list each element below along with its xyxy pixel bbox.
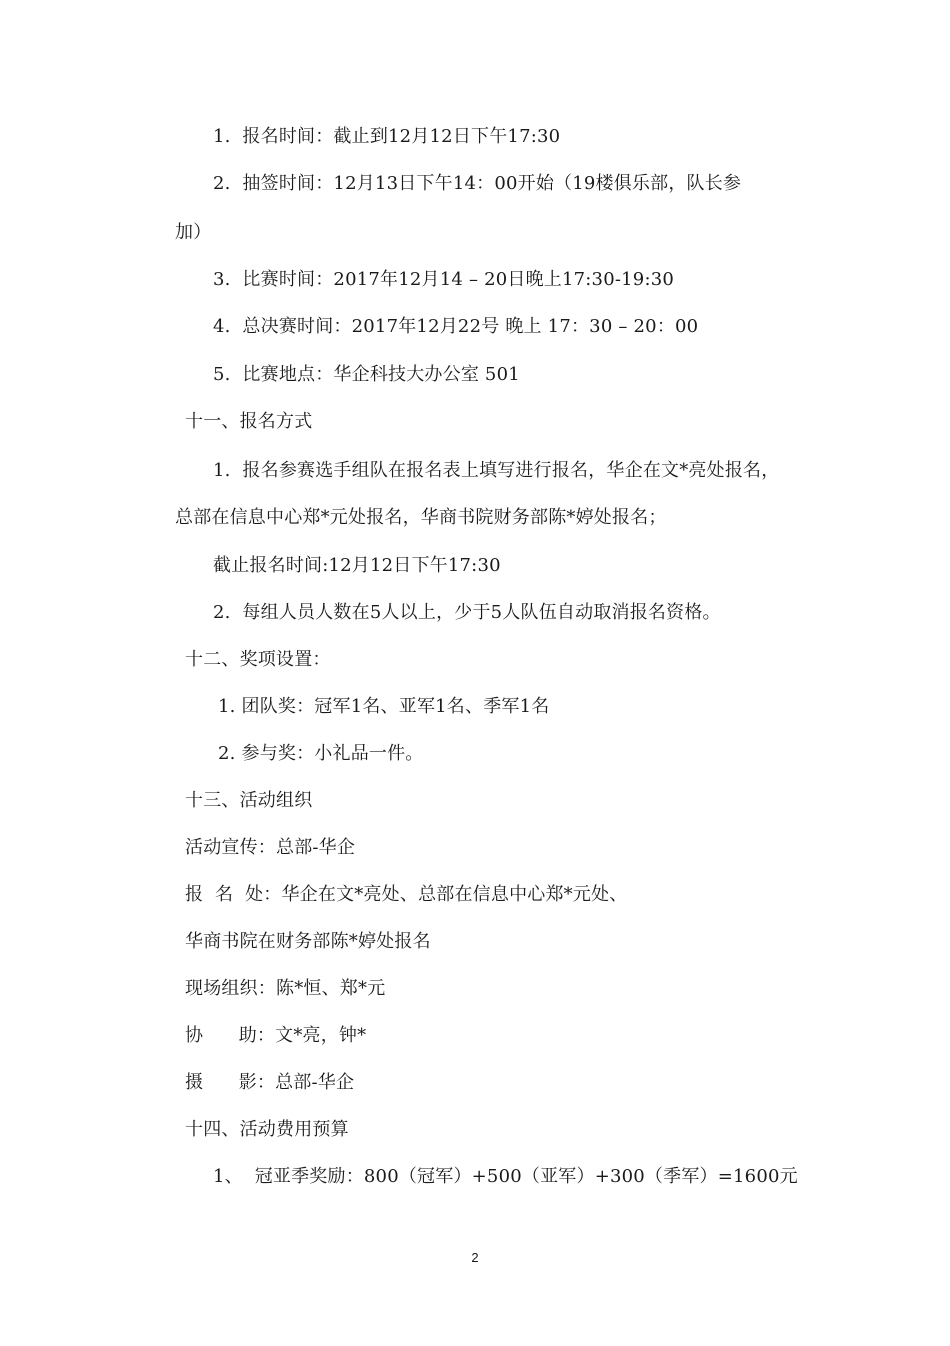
organization-registration-points-continued: 华商书院在财务部陈*婷处报名 <box>185 931 431 952</box>
registration-method-item-1: 1. 报名参赛选手组队在报名表上填写进行报名，华企在文*亮处报名， <box>213 460 780 481</box>
draw-time-item-continued: 加） <box>175 222 212 243</box>
registration-deadline: 截止报名时间:12月12日下午17:30 <box>213 555 501 576</box>
final-time-item: 4. 总决赛时间：2017年12月22号 晚上 17：30 – 20：00 <box>213 316 699 337</box>
organization-assist: 协 助：文*亮，钟* <box>185 1025 367 1046</box>
award-item-participation: 2. 参与奖：小礼品一件。 <box>218 743 424 764</box>
section-heading-organization: 十三、活动组织 <box>185 790 313 811</box>
organization-publicity: 活动宣传：总部-华企 <box>185 837 356 858</box>
registration-method-item-2: 2. 每组人员人数在5人以上，少于5人队伍自动取消报名资格。 <box>213 602 721 623</box>
organization-photography: 摄 影：总部-华企 <box>185 1072 355 1093</box>
section-heading-awards: 十二、奖项设置： <box>185 649 331 670</box>
organization-registration-points: 报 名 处：华企在文*亮处、总部在信息中心郑*元处、 <box>185 884 628 905</box>
registration-method-item-1-continued: 总部在信息中心郑*元处报名，华商书院财务部陈*婷处报名； <box>175 507 667 528</box>
award-item-team: 1. 团队奖：冠军1名、亚军1名、季军1名 <box>218 696 550 717</box>
section-heading-budget: 十四、活动费用预算 <box>185 1119 349 1140</box>
registration-time-item: 1. 报名时间：截止到12月12日下午17:30 <box>213 126 561 147</box>
match-venue-item: 5. 比赛地点：华企科技大办公室 501 <box>213 364 520 385</box>
budget-item-prizes: 1、 冠亚季奖励：800（冠军）+500（亚军）+300（季军）=1600元 <box>213 1166 798 1187</box>
match-time-item: 3. 比赛时间：2017年12月14 – 20日晚上17:30-19:30 <box>213 269 675 290</box>
page-number: 2 <box>471 1250 479 1265</box>
section-heading-registration-method: 十一、报名方式 <box>185 411 313 432</box>
draw-time-item: 2. 抽签时间：12月13日下午14：00开始（19楼俱乐部，队长参 <box>213 173 742 194</box>
organization-onsite: 现场组织：陈*恒、郑*元 <box>185 978 386 999</box>
